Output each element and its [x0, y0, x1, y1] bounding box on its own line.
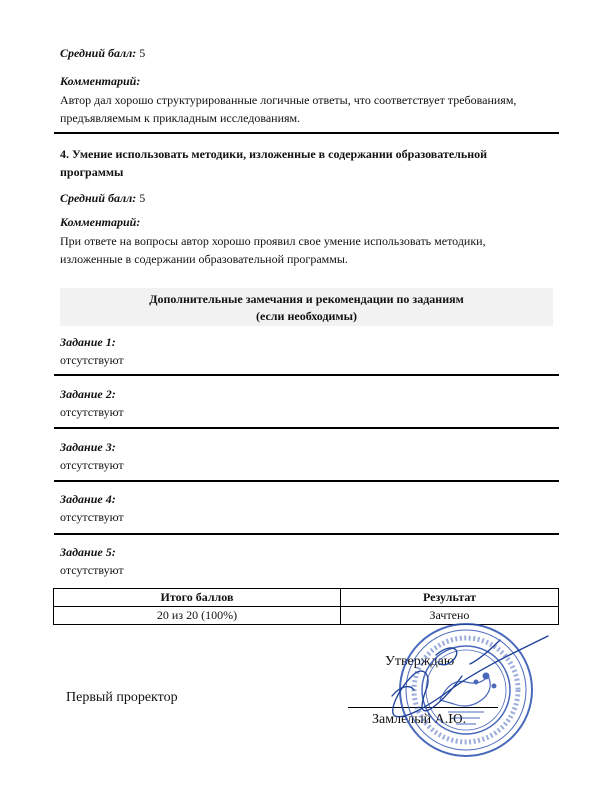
total-value: 20 из 20 (100%): [54, 607, 341, 625]
section4-title-line1: 4. Умение использовать методики, изложенные в содержании образовательной: [60, 147, 488, 161]
signatory-name: Замлелый А.Ю.: [372, 712, 467, 727]
section3-comment-line2: предъявляемым к прикладным исследованиям.: [60, 111, 301, 125]
result-header: Результат: [341, 589, 559, 607]
task-1-label: Задание 1:: [60, 335, 116, 349]
section3-score-value: 5: [139, 46, 146, 60]
approved-text: Утверждаю: [385, 654, 455, 669]
total-header: Итого баллов: [54, 589, 341, 607]
section3-score-label: Средний балл:: [60, 46, 137, 60]
task-2-label: Задание 2:: [60, 387, 116, 401]
section4-title-line2: программы: [60, 165, 124, 179]
task-5-value: отсутствуют: [60, 563, 124, 577]
task-4-value: отсутствуют: [60, 510, 124, 524]
task-5-label: Задание 5:: [60, 545, 116, 559]
section4-comment-label: Комментарий:: [60, 215, 141, 229]
additional-title-line1: Дополнительные замечания и рекомендации по заданиям: [149, 292, 464, 306]
task-2-value: отсутствуют: [60, 405, 124, 419]
task-1-value: отсутствуют: [60, 353, 124, 367]
section3-comment-label: Комментарий:: [60, 74, 141, 88]
position-text: Первый проректор: [66, 690, 178, 705]
section3-comment-line1: Автор дал хорошо структурированные логичные ответы, что соответствует требованиям,: [60, 93, 517, 107]
section4-score-label: Средний балл:: [60, 191, 137, 205]
section4-comment-line1: При ответе на вопросы автор хорошо проявил свое умение использовать методики,: [60, 234, 486, 248]
result-value: Зачтено: [341, 607, 559, 625]
task-3-label: Задание 3:: [60, 440, 116, 454]
task-4-label: Задание 4:: [60, 492, 116, 506]
section4-score-value: 5: [139, 191, 146, 205]
section4-comment-line2: изложенные в содержании образовательной программы.: [60, 252, 348, 266]
task-3-value: отсутствуют: [60, 458, 124, 472]
additional-title-line2: (если необходимы): [256, 309, 357, 323]
